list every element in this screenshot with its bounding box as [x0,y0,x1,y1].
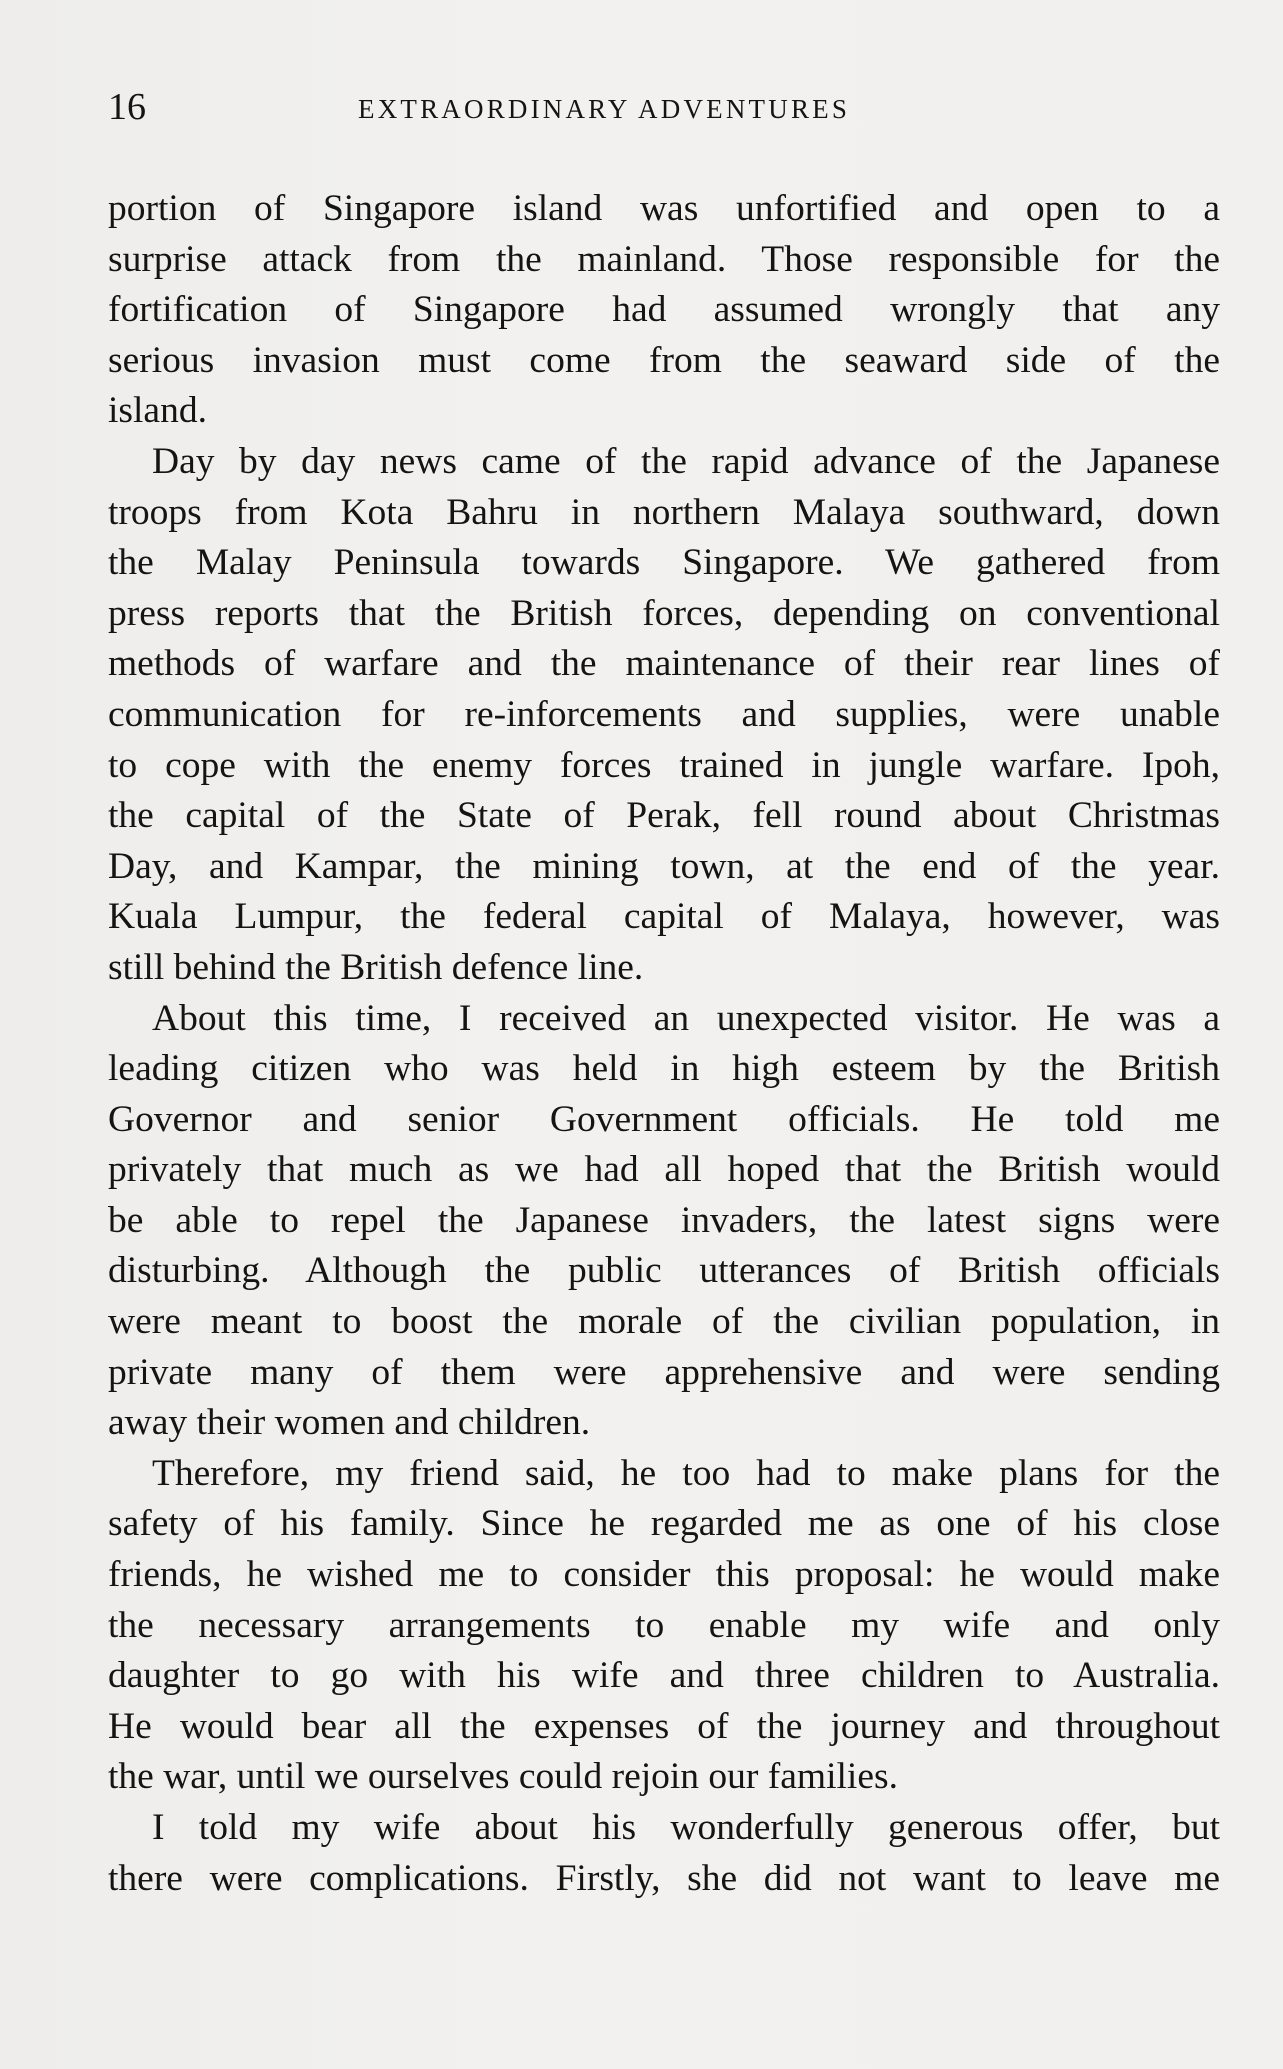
paragraph [108,1803,1220,1904]
text-line: away their women and children. [108,1402,591,1444]
text-line: fortification of Singapore had assumed wrongly that any [108,289,1220,331]
text-line: the capital of the State of Perak, fell round about Christmas [108,795,1220,837]
paragraph [108,994,1220,1449]
text-line: press reports that the British forces, depending on conventional [108,592,1220,634]
text-line: Day, and Kampar, the mining town, at the end of the year. [108,845,1220,887]
text-line: the necessary arrangements to enable my wife and only [108,1604,1220,1646]
text-line: the Malay Peninsula towards Singapore. We gathered from [108,542,1220,584]
paragraph [108,437,1220,994]
text-line: disturbing. Although the public utterances of British officials [108,1250,1220,1292]
text-line: island. [108,390,207,432]
text-line: serious invasion must come from the seaward side of the [108,339,1220,381]
text-line: were meant to boost the morale of the civilian population, in [108,1301,1220,1343]
text-line: the war, until we ourselves could rejoin our families. [108,1756,898,1798]
paragraph [108,1449,1220,1803]
text-line: I told my wife about his wonderfully generous offer, but [152,1807,1220,1848]
text-line: still behind the British defence line. [108,946,644,988]
text-line: He would bear all the expenses of the journey and throughout [108,1705,1220,1747]
text-line: private many of them were apprehensive and were sending [108,1351,1220,1393]
text-line: to cope with the enemy forces trained in jungle warfare. Ipoh, [108,744,1220,786]
text-line: safety of his family. Since he regarded me as one of his close [108,1503,1220,1545]
text-line: be able to repel the Japanese invaders, the latest signs were [108,1199,1220,1241]
page-header [108,82,1220,132]
text-line: Kuala Lumpur, the federal capital of Malaya, however, was [108,896,1220,938]
text-line: troops from Kota Bahru in northern Malaya southward, down [108,491,1220,533]
running-head: EXTRAORDINARY ADVENTURES [358,94,851,124]
text-line: portion of Singapore island was unfortified and open to a [108,188,1220,229]
text-line: Governor and senior Government officials. He told me [108,1098,1220,1140]
text-line: surprise attack from the mainland. Those responsible for the [108,238,1220,280]
text-line: Day by day news came of the rapid advance of the Japanese [152,440,1220,482]
text-line: leading citizen who was held in high esteem by the British [108,1048,1220,1090]
text-line: daughter to go with his wife and three children to Australia. [108,1655,1220,1697]
text-line: privately that much as we had all hoped that the British would [108,1149,1220,1191]
text-line: methods of warfare and the maintenance of their rear lines of [108,643,1220,685]
text-line: there were complications. Firstly, she did not want to leave me [108,1857,1220,1899]
paragraph [108,184,1220,437]
page-number: 16 [108,86,146,128]
text-line: communication for re-inforcements and supplies, were unable [108,693,1220,735]
text-line: Therefore, my friend said, he too had to make plans for the [152,1452,1220,1494]
text-line: friends, he wished me to consider this proposal: he would make [108,1554,1220,1596]
text-line: About this time, I received an unexpected visitor. He was a [152,997,1220,1039]
body-text [108,184,1220,1904]
